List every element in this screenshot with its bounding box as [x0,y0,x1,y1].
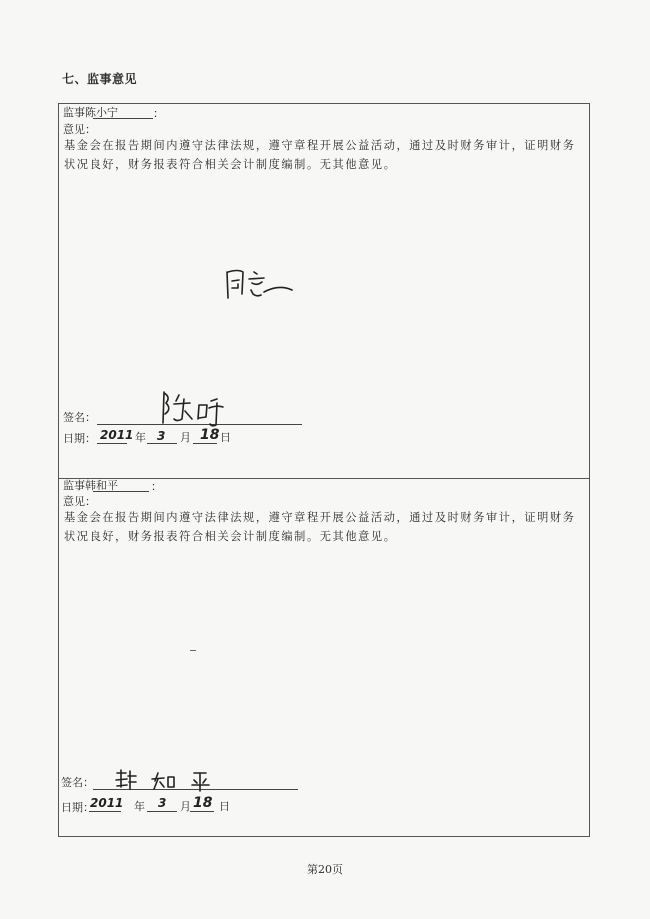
handwritten-signature [157,389,237,429]
name-underline [93,118,153,119]
date-month: 3 [158,796,167,810]
page-number: 第20页 [307,863,343,876]
supervisor-opinion-block-2 [58,477,590,837]
month-char: 月 [180,800,191,813]
day-underline [190,811,214,812]
name-underline [93,491,149,492]
supervisor-opinion-block-1 [58,103,590,479]
day-char: 日 [219,800,230,813]
handwritten-approval [224,264,299,304]
date-day: 18 [193,795,213,811]
date-row [63,430,96,446]
year-char: 年 [135,431,146,444]
supervisor-label: 监事陈小宁 [63,106,118,119]
supervisor-label: 监事韩和平 [63,479,118,492]
day-underline [193,443,217,444]
scan-speck [190,650,196,651]
colon: ： [153,107,164,120]
date-label: 日期： [61,801,94,814]
opinion-label: 意见： [63,495,96,508]
day-char: 日 [220,431,231,444]
date-label: 日期： [63,432,96,445]
month-underline [147,443,177,444]
date-year: 2011 [90,796,124,810]
opinion-text: 基金会在报告期间内遵守法律法规，遵守章程开展公益活动，通过及时财务审计，证明财务状况良好，财务报表符合相关会计制度编制。无其他意见。 [64,139,576,171]
year-underline [89,811,121,812]
date-year: 2011 [100,428,134,442]
year-char: 年 [134,800,145,813]
signature-label: 签名： [61,776,94,789]
opinion-label: 意见： [63,123,96,136]
signature-label: 签名： [63,411,96,424]
date-day: 18 [200,427,220,443]
year-underline [97,443,127,444]
colon: ： [151,480,162,493]
month-char: 月 [180,431,191,444]
handwritten-signature [114,767,229,797]
date-month: 3 [157,429,166,443]
opinion-text: 基金会在报告期间内遵守法律法规，遵守章程开展公益活动，通过及时财务审计，证明财务状况良好，财务报表符合相关会计制度编制。无其他意见。 [64,511,576,543]
month-underline [147,811,177,812]
section-title: 七、监事意见 [62,72,138,86]
